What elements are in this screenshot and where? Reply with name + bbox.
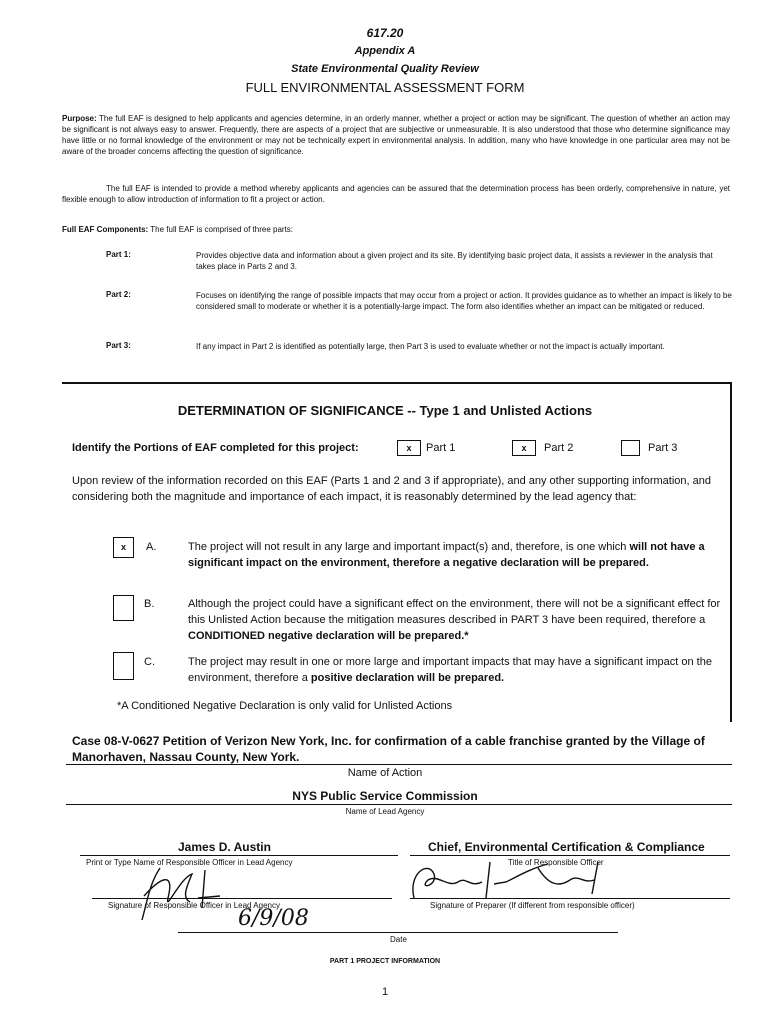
officer-name-line: [80, 855, 398, 856]
option-a-checkbox[interactable]: [113, 537, 134, 558]
part1-checkbox[interactable]: [397, 440, 421, 456]
officer-name-label: Print or Type Name of Responsible Officer in Lead Agency: [86, 858, 293, 867]
option-b-plain: Although the project could have a significant effect on the environment, there will not be a significant effect for this Unlisted Action because the mitigation measures described in PART 3 have been required, therefore a: [188, 598, 721, 626]
determination-title: DETERMINATION OF SIGNIFICANCE -- Type 1 and Unlisted Actions: [177, 403, 593, 418]
officer-title-label: Title of Responsible Officer: [508, 858, 604, 867]
part3-checkbox[interactable]: [621, 440, 640, 456]
review-label: State Environmental Quality Review: [291, 63, 479, 75]
components-label: Full EAF Components:: [62, 225, 149, 234]
lead-agency-name: NYS Public Service Commission: [292, 789, 478, 803]
option-a-check-mark: x: [120, 542, 126, 552]
section-number: 617.20: [366, 26, 404, 40]
appendix-label: Appendix A: [354, 45, 416, 57]
option-c-letter: C.: [144, 656, 155, 668]
officer-signature-line: [92, 898, 392, 899]
part2-checkbox[interactable]: [512, 440, 536, 456]
part2-text: Focuses on identifying the range of possible impacts that may occur from a project or action. It provides guidance as to whether an impact is likely to be considered small to moderate or whether it is a potentially-large impact. The form also identifies whether an impact can be mitigated or reduced.: [196, 291, 732, 311]
purpose-paragraph: [62, 113, 730, 157]
footer-section: PART 1 PROJECT INFORMATION: [329, 958, 441, 965]
officer-title: Chief, Environmental Certification & Compliance: [428, 840, 705, 854]
option-a-bold: will not have a significant impact on the environment, therefore a negative declaration will be prepared.: [188, 541, 705, 569]
preparer-signature-label: Signature of Preparer (If different from responsible officer): [430, 901, 635, 910]
option-b-letter: B.: [144, 598, 155, 610]
action-name-label: Name of Action: [347, 767, 423, 779]
components-text: The full EAF is comprised of three parts:: [150, 225, 294, 234]
part2-check-mark: x: [521, 443, 527, 453]
frame-top-line: [62, 382, 732, 384]
preparer-signature-icon: [398, 854, 618, 904]
conditioned-footnote: *A Conditioned Negative Declaration is only valid for Unlisted Actions: [117, 700, 453, 712]
part3-checkbox-label: Part 3: [648, 442, 678, 454]
date-line: [178, 932, 618, 933]
case-description: Case 08-V-0627 Petition of Verizon New York, Inc. for confirmation of a cable franchise granted by the Village of Manorhaven, Nassau County, New York.: [72, 734, 705, 764]
components-intro: [62, 224, 730, 235]
officer-signature-label: Signature of Responsible Officer in Lead Agency: [108, 901, 280, 910]
part1-label: Part 1:: [106, 250, 131, 259]
option-b-checkbox[interactable]: [113, 595, 134, 621]
preparer-signature-line: [410, 898, 730, 899]
date-label: Date: [390, 935, 407, 944]
part1-check-mark: x: [406, 443, 412, 453]
option-c-text: [188, 654, 728, 686]
option-a-text: [188, 539, 728, 571]
part3-label: Part 3:: [106, 341, 131, 350]
page-title: FULL ENVIRONMENTAL ASSESSMENT FORM: [245, 80, 525, 95]
lead-agency-line: [66, 804, 732, 805]
review-paragraph: Upon review of the information recorded on this EAF (Parts 1 and 2 and 3 if appropriate), and any other supporting information, and considering both the magnitude and importance of each impact, it is reasonably determined by the lead agency that:: [72, 475, 711, 503]
part1-checkbox-label: Part 1: [426, 442, 456, 454]
option-c-plain: The project may result in one or more large and important impacts that may have a significant impact on the environment, therefore a: [188, 656, 712, 684]
officer-name: James D. Austin: [178, 840, 271, 854]
part2-label: Part 2:: [106, 290, 131, 299]
option-a-plain: The project will not result in any large and important impact(s) and, therefore, is one which: [188, 541, 627, 553]
purpose-paragraph-2: The full EAF is intended to provide a method whereby applicants and agencies can be assured that the determination process has been orderly, comprehensive in nature, yet flexible enough to allow introduction of information to fit a project or action.: [62, 184, 730, 204]
purpose-label: Purpose:: [62, 114, 97, 123]
option-b-text: [188, 596, 728, 644]
part2-checkbox-label: Part 2: [544, 442, 574, 454]
part3-text: If any impact in Part 2 is identified as potentially large, then Part 3 is used to evaluate whether or not the impact is actually important.: [196, 342, 665, 351]
option-b-bold: CONDITIONED negative declaration will be prepared.*: [188, 630, 469, 642]
purpose-text: The full EAF is designed to help applicants and agencies determine, in an orderly manner, whether a project or action may be significant. The question of whether an action may be significant is not always easy to answer. Frequently, there are aspects of a project that are subjective or unmeasurable. It is also understood that those who determine significance may have little or no formal knowledge of the environment or may not be technically expert in environmental analysis. In addition, many who have knowledge in one particular area may not be aware of the broader concerns affecting the question of significance.: [62, 114, 730, 156]
action-name-line: [66, 764, 732, 765]
lead-agency-label: Name of Lead Agency: [345, 807, 425, 816]
option-c-bold: positive declaration will be prepared.: [310, 672, 505, 684]
option-c-checkbox[interactable]: [113, 652, 134, 680]
part1-text: Provides objective data and information about a given project and its site. By identifying basic project data, it assists a reviewer in the analysis that takes place in Parts 2 and 3.: [196, 251, 713, 271]
frame-right-line: [730, 382, 732, 722]
option-a-letter: A.: [146, 541, 157, 553]
signed-date: 6/9/08: [238, 906, 309, 931]
page-number: 1: [381, 986, 389, 998]
identify-label: Identify the Portions of EAF completed for this project:: [72, 442, 359, 454]
